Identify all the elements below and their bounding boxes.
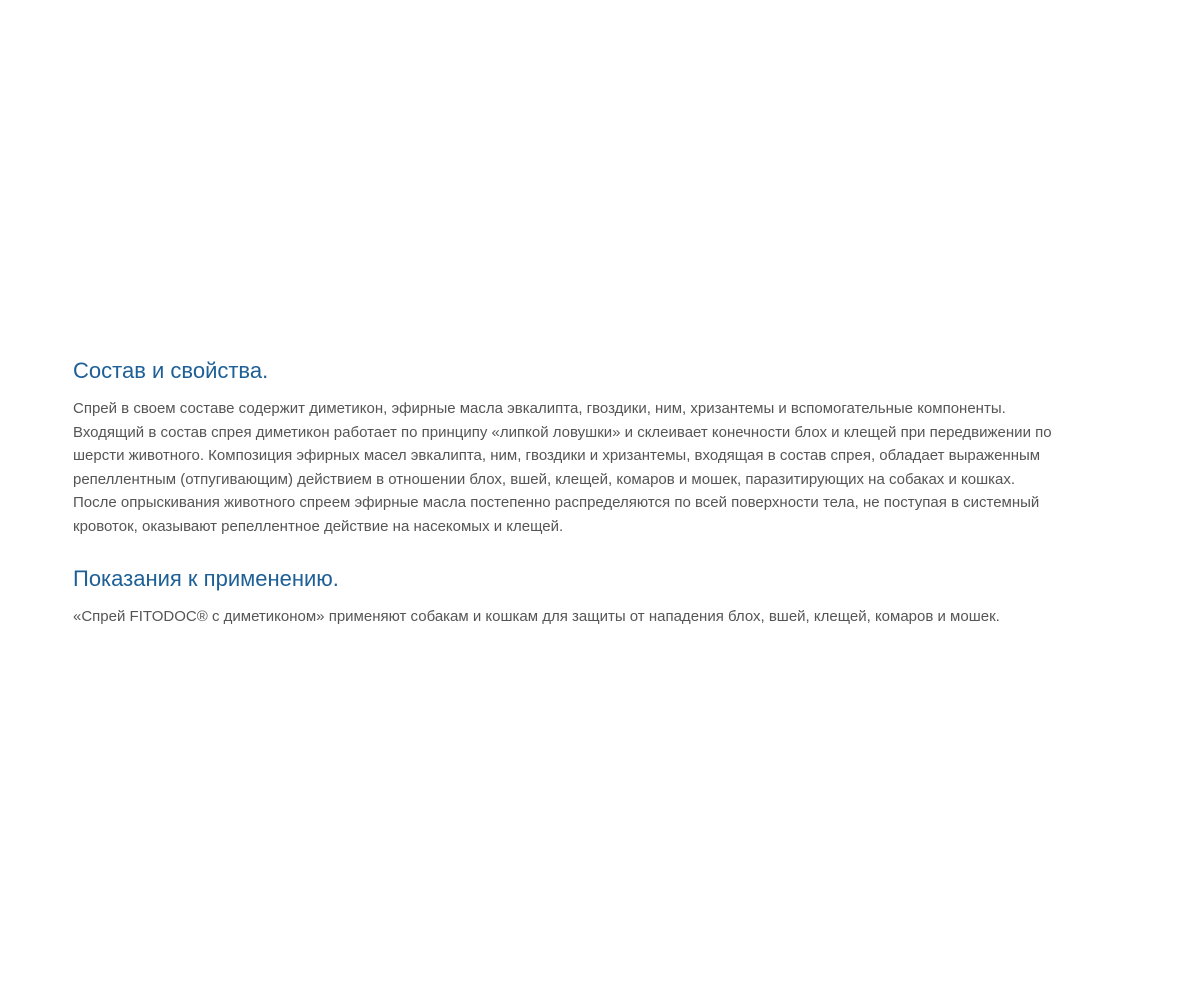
composition-heading: Состав и свойства.	[73, 358, 269, 383]
text-line: кровоток, оказывают репеллентное действие на насекомых и клещей.	[73, 517, 564, 535]
indications-text	[73, 605, 1133, 629]
text-line: репеллентным (отпугивающим) действием в отношении блох, вшей, клещей, комаров и мошек, паразитирующих на собаках и кошках.	[73, 470, 1016, 488]
indications-section	[73, 564, 1133, 629]
text-line: «Спрей FITODOC® с диметиконом» применяют собакам и кошкам для защиты от нападения блох, вшей, клещей, комаров и мошек.	[73, 607, 1000, 625]
text-line: После опрыскивания животного спреем эфирные масла постепенно распределяются по всей поверхности тела, не поступая в системный	[73, 494, 1040, 512]
text-line: шерсти животного. Композиция эфирных масел эвкалипта, ним, гвоздики и хризантемы, входящая в состав спрея, обладает выраженным	[73, 447, 1041, 465]
text-line: Входящий в состав спрея диметикон работает по принципу «липкой ловушки» и склеивает конечности блох и клещей при передвижении по	[73, 423, 1052, 441]
composition-section	[73, 356, 1133, 539]
text-line: Спрей в своем составе содержит диметикон, эфирные масла эвкалипта, гвоздики, ним, хризантемы и вспомогательные компоненты.	[73, 400, 1006, 417]
article-content	[73, 356, 1133, 628]
composition-text	[73, 397, 1133, 539]
indications-heading: Показания к применению.	[73, 565, 339, 591]
